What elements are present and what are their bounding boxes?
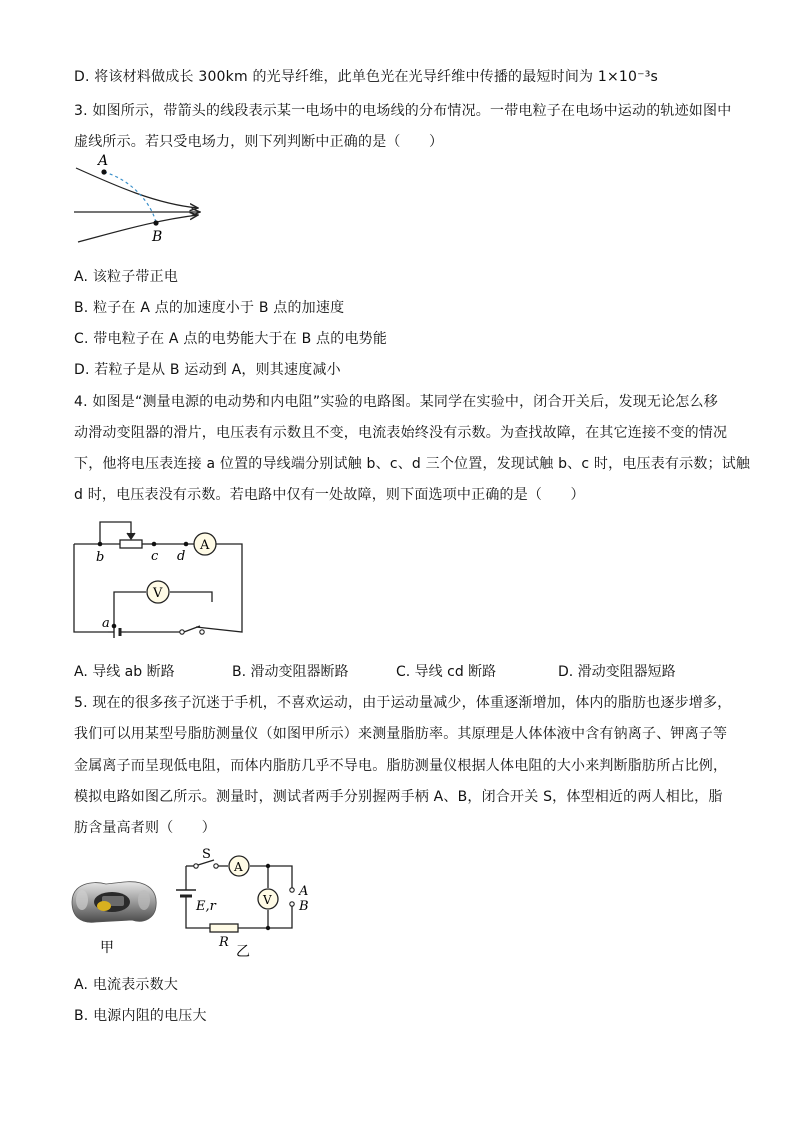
label-d: d bbox=[177, 549, 186, 564]
q5-stem-line-5: 肪含量高者则（ ） bbox=[74, 820, 216, 836]
voltmeter-label: V bbox=[263, 893, 272, 907]
q5-stem-line-1: 5. 现在的很多孩子沉迷于手机，不喜欢运动，由于运动量减少，体重逐渐增加，体内的脂肪也逐步增多， bbox=[74, 695, 732, 711]
q5-fat-meter-illustration bbox=[66, 872, 162, 958]
label-a: A bbox=[98, 153, 109, 169]
field-line-bottom bbox=[78, 215, 198, 242]
ammeter-label: A bbox=[234, 860, 243, 874]
q4-stem-line-4: d 时，电压表没有示数。若电路中仅有一处故障，则下面选项中正确的是（ ） bbox=[74, 487, 585, 503]
voltmeter-label: V bbox=[153, 586, 163, 601]
q3-option-a: A. 该粒子带正电 bbox=[74, 269, 179, 285]
q5-stem-line-2: 我们可以用某型号脂肪测量仪（如图甲所示）来测量脂肪率。其原理是人体体液中含有钠离子、钾离子等 bbox=[74, 726, 728, 742]
label-b: B bbox=[152, 229, 163, 245]
label-b: b bbox=[96, 550, 105, 565]
q4-option-c: C. 导线 cd 断路 bbox=[396, 664, 497, 680]
label-jia: 甲 bbox=[100, 940, 114, 956]
point-a-dot bbox=[101, 169, 106, 174]
q4-stem-line-2: 动滑动变阻器的滑片，电压表有示数且不变，电流表始终没有示数。为查找故障，在其它连接不变的情况 bbox=[74, 425, 728, 441]
q2-option-d: D. 将该材料做成长 300km 的光导纤维，此单色光在光导纤维中传播的最短时间为 1×10⁻³s bbox=[74, 69, 659, 85]
q3-option-b: B. 粒子在 A 点的加速度小于 B 点的加速度 bbox=[74, 300, 345, 316]
q4-option-a: A. 导线 ab 断路 bbox=[74, 664, 175, 680]
q4-option-d: D. 滑动变阻器短路 bbox=[558, 664, 676, 680]
label-handle-a: A bbox=[299, 884, 309, 899]
q3-option-c: C. 带电粒子在 A 点的电势能大于在 B 点的电势能 bbox=[74, 331, 388, 347]
label-s: S bbox=[202, 847, 211, 862]
label-a: a bbox=[102, 616, 110, 631]
q4-stem-line-3: 下，他将电压表连接 a 位置的导线端分别试触 b、c、d 三个位置，发现试触 b、c 时，电压表有示数；试触 bbox=[74, 456, 751, 472]
q3-option-d: D. 若粒子是从 B 运动到 A，则其速度减小 bbox=[74, 362, 341, 378]
q3-stem-line-2: 虚线所示。若只受电场力，则下列判断中正确的是（ ） bbox=[74, 134, 444, 150]
q5-stem-line-3: 金属离子而呈现低电阻，而体内脂肪几乎不导电。脂肪测量仪根据人体电阻的大小来判断脂肪所占比例， bbox=[74, 758, 728, 774]
q3-stem-line-1: 3. 如图所示，带箭头的线段表示某一电场中的电场线的分布情况。一带电粒子在电场中运动的轨迹如图中 bbox=[74, 103, 732, 119]
q5-stem-line-4: 模拟电路如图乙所示。测量时，测试者两手分别握两手柄 A、B，闭合开关 S，体型相近的两人相比，脂 bbox=[74, 789, 723, 805]
q4-stem-line-1: 4. 如图是“测量电源的电动势和内电阻”实验的电路图。某同学在实验中，闭合开关后，发现无论怎么移 bbox=[74, 394, 718, 410]
q5-option-b: B. 电源内阻的电压大 bbox=[74, 1008, 207, 1024]
ammeter-label: A bbox=[200, 538, 210, 553]
point-b-dot bbox=[153, 220, 158, 225]
q4-option-b: B. 滑动变阻器断路 bbox=[232, 664, 349, 680]
label-handle-b: B bbox=[299, 899, 309, 914]
resistor-r bbox=[210, 924, 238, 932]
label-r: R bbox=[219, 935, 229, 950]
label-er: E,r bbox=[196, 899, 216, 914]
label-yi: 乙 bbox=[236, 944, 250, 960]
q3-electric-field-figure bbox=[66, 152, 216, 248]
field-line-top bbox=[76, 168, 198, 208]
q5-circuit-figure bbox=[172, 846, 322, 960]
q5-option-a: A. 电流表示数大 bbox=[74, 977, 179, 993]
q4-circuit-figure bbox=[66, 514, 248, 638]
label-c: c bbox=[151, 549, 159, 564]
